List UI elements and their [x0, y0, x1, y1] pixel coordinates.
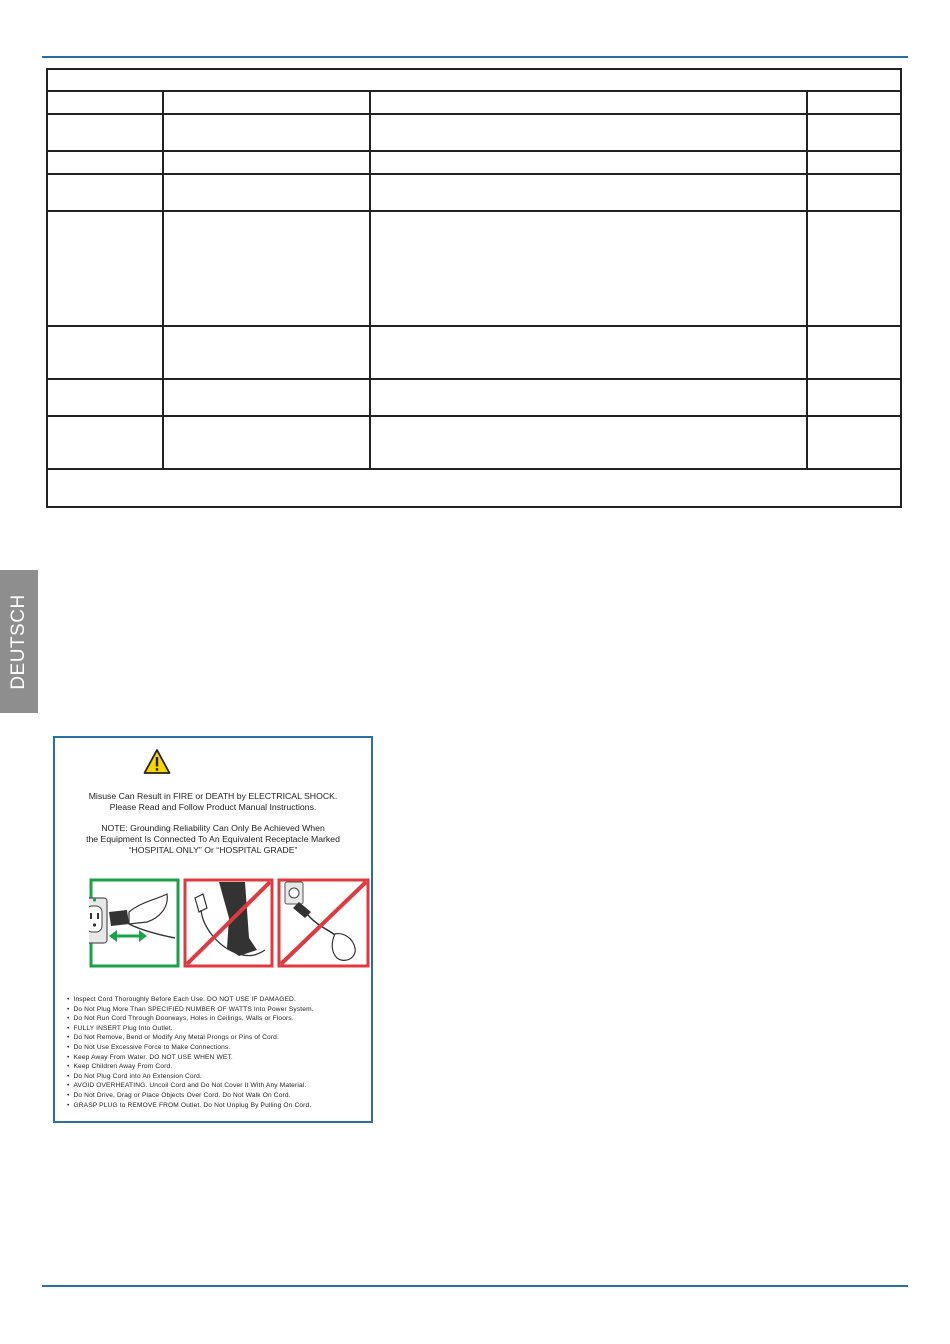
footer-rule: [42, 1285, 908, 1287]
grounding-note-line: the Equipment Is Connected To An Equivalent Receptacle Marked: [86, 834, 340, 844]
list-item: • Do Not Run Cord Through Doorways, Holes in Ceilings, Walls or Floors.: [67, 1014, 367, 1024]
safety-pictograms: [89, 878, 371, 970]
list-item: • Do Not Plug Cord into An Extension Cord.: [67, 1072, 367, 1082]
header-rule: [42, 56, 908, 58]
safety-instructions-list: [67, 995, 367, 1110]
caution-message-line: Please Read and Follow Product Manual Instructions.: [109, 802, 317, 812]
plug-insert-correct-icon: [89, 880, 178, 966]
grounding-note-line: NOTE: Grounding Reliability Can Only Be Achieved When: [101, 823, 325, 833]
no-pull-cord-icon: [279, 880, 368, 966]
list-item: • Keep Children Away From Cord.: [67, 1062, 367, 1072]
caution-message: [55, 791, 371, 813]
grounding-note-line: “HOSPITAL ONLY” Or “HOSPITAL GRADE”: [128, 845, 298, 855]
list-item: • Keep Away From Water. DO NOT USE WHEN WET.: [67, 1053, 367, 1063]
warning-triangle-icon: [143, 748, 171, 776]
list-item: • Do Not Drive, Drag or Place Objects Over Cord. Do Not Walk On Cord.: [67, 1091, 367, 1101]
list-item: • Do Not Remove, Bend or Modify Any Metal Prongs or Pins of Cord.: [67, 1033, 367, 1043]
language-tab-label: DEUTSCH: [8, 593, 29, 690]
list-item: • FULLY INSERT Plug Into Outlet.: [67, 1024, 367, 1034]
list-item: • AVOID OVERHEATING. Uncoil Cord and Do Not Cover It With Any Material.: [67, 1081, 367, 1091]
caution-label: [53, 736, 373, 1123]
list-item: • Do Not Plug More Than SPECIFIED NUMBER OF WATTS Into Power System.: [67, 1005, 367, 1015]
language-tab: [0, 570, 38, 713]
caution-message-line: Misuse Can Result in FIRE or DEATH by ELECTRICAL SHOCK.: [88, 791, 338, 801]
list-item: • Inspect Cord Thoroughly Before Each Use. DO NOT USE IF DAMAGED.: [67, 995, 367, 1005]
no-walk-on-cord-icon: [185, 880, 272, 966]
list-item: • GRASP PLUG to REMOVE FROM Outlet. Do Not Unplug By Pulling On Cord.: [67, 1101, 367, 1111]
troubleshooting-table: [46, 68, 902, 508]
list-item: • Do Not Use Excessive Force to Make Connections.: [67, 1043, 367, 1053]
grounding-note: [55, 823, 371, 856]
